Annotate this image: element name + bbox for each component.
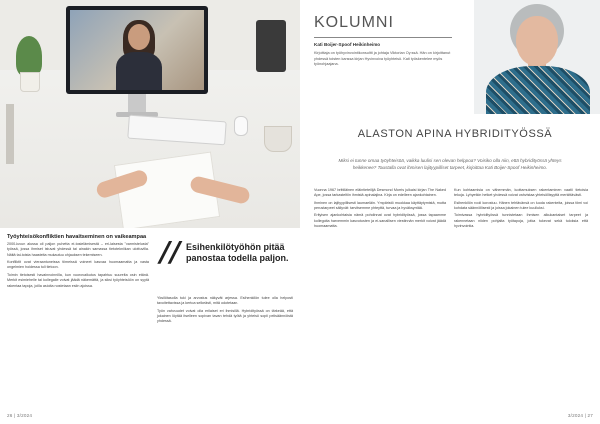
paragraph: Toimin tietoisesti havainnoinnilla, kun vuorovaikutus tapahtuu suurelta osin etänä. Merkit esimiehelle tai kollegalle voivat jäädä näkemättä, ja siksi työyhteisöön on syytä rakentaa tapoja, joilla asioita nostetaan esiin ajoissa.: [7, 272, 149, 288]
left-column-2: [157, 296, 293, 327]
paragraph: Kun kohtaamisia on vähemmän, luottamuksen rakentaminen vaatii tietoisia tekoja. Lyhyetkin hetket yhdessä voivat vahvistaa yhteisöllisyyttä merkittävästi.: [454, 188, 588, 198]
divider: [314, 37, 452, 38]
section-heading: Työyhteisökonfliktien havaitseminen on vaikeampaa: [7, 234, 147, 240]
paragraph: Erityisen ajankohtaisia nämä pohdinnat ovat hybridityössä, jossa tapaamme kollegoita harvemmin kasvotusten ja ei-sanallisen viestinnän merkit voivat jäädä huomaamatta.: [314, 213, 446, 229]
mouse-icon: [234, 116, 248, 136]
column-label: KOLUMNI: [314, 14, 394, 31]
article-title: ALASTON APINA HYBRIDITYÖSSÄ: [357, 128, 553, 140]
paragraph: 2000-luvun alussa oli paljon puhetta ei-tosielämisestä – eri-laisesta "varmistelusta" työssä, jossa ihmiset istuvat yhdessä tai ainakin samassa tietotekniikan ulottuvilla. Näitä tai-toista haasteita mukautuu ohjauksen tekemiseen.: [7, 242, 149, 257]
paragraph: Yksilötasolla tuki ja arvostus näkyvät arjessa. Esihenkilön tulee olla helposti tavoitettavissa ja kertoa selkeästi, mitä odotetaan.: [157, 296, 293, 306]
lamp-icon: [6, 104, 14, 164]
author-portrait: [474, 0, 600, 114]
monitor-icon: [66, 6, 208, 94]
paragraph: Esihenkilön rooli korostuu. Hänen tehtävänsä on luoda rakenteita, joissa tiimi voi kohdata säännöllisesti ja joissa jokainen tulee kuulluksi.: [454, 200, 588, 211]
left-column-1: [7, 242, 149, 291]
pull-quote-text: Esihenkilötyöhön pitää panostaa todella paljon.: [186, 242, 289, 263]
page-number: 3/2024 | 27: [567, 413, 593, 418]
right-column-1: [314, 188, 446, 232]
author-name: Kati Boijer-Spoof Heikinheimo: [314, 42, 381, 47]
paragraph: Konfliktit ovat vieraantuneissa tiimeissä voineet kasvaa huomaamatta ja vasta ongelmien hoidessa tuli tietoon.: [7, 260, 149, 270]
paragraph: Ihminen on lajityypillisesti laumaeläin. Ympäristö muokkaa käyttäytymistä, mutta perustarpeet säilyvät: tarvitsemme yhteyttä, turvaa ja hyväksyntää.: [314, 200, 446, 211]
quote-mark-icon: //: [160, 235, 181, 268]
speaker-icon: [256, 20, 286, 72]
article-lead: Miksi ei tunne omaa työyhteisöä, vaikka luulisi sen olevan helppoa? Voisiko olla niin, että hybridityössä yhteys heikkenee? Taustalla ovat ihmisen lajityypilliset tarpeet, kirjoittaa Kati Boijer-Spoof Heikinheimo.: [338, 158, 562, 170]
right-page: [300, 0, 600, 424]
paragraph: Työn vahvuudet voivat olla erilaiset eri ihmisillä. Hybridityössä on tärkeää, että jokainen löytää itselleen sopivan tavan tehdä työtä ja yhteisö sopii pelisäännöistä yhdessä.: [157, 308, 293, 324]
desk-photo: [0, 0, 300, 228]
paragraph: Vuonna 1967 brittiläinen eläintieteilijä Desmond Morris julkaisi kirjan The Naked Ape, jossa tarkasteltiin ihmistä apinalajina. Kirja on edelleen ajankohtainen.: [314, 188, 446, 198]
right-column-2: [454, 188, 588, 232]
page-number: 26 | 3/2024: [7, 413, 33, 418]
plant-icon: [16, 36, 42, 76]
cup-icon: [264, 126, 292, 152]
paragraph: Toimivassa hybridityössä tunnistetaan ihmisen alkukantaiset tarpeet ja rakennetaan niiden pohjalta työtapoja, jotka tukevat sekä tuloksia että hyvinvointia.: [454, 213, 588, 229]
author-bio: Kirjoittaja on työhyvinvointikonsultti ja johtaja Viktorian Oy:ssä. Hän on kirjoittanut yhdessä toisten kanssa kirjan Hyvinvoiva työyhteisö. Kati työskentelee myös työnohjaajana.: [314, 51, 451, 66]
